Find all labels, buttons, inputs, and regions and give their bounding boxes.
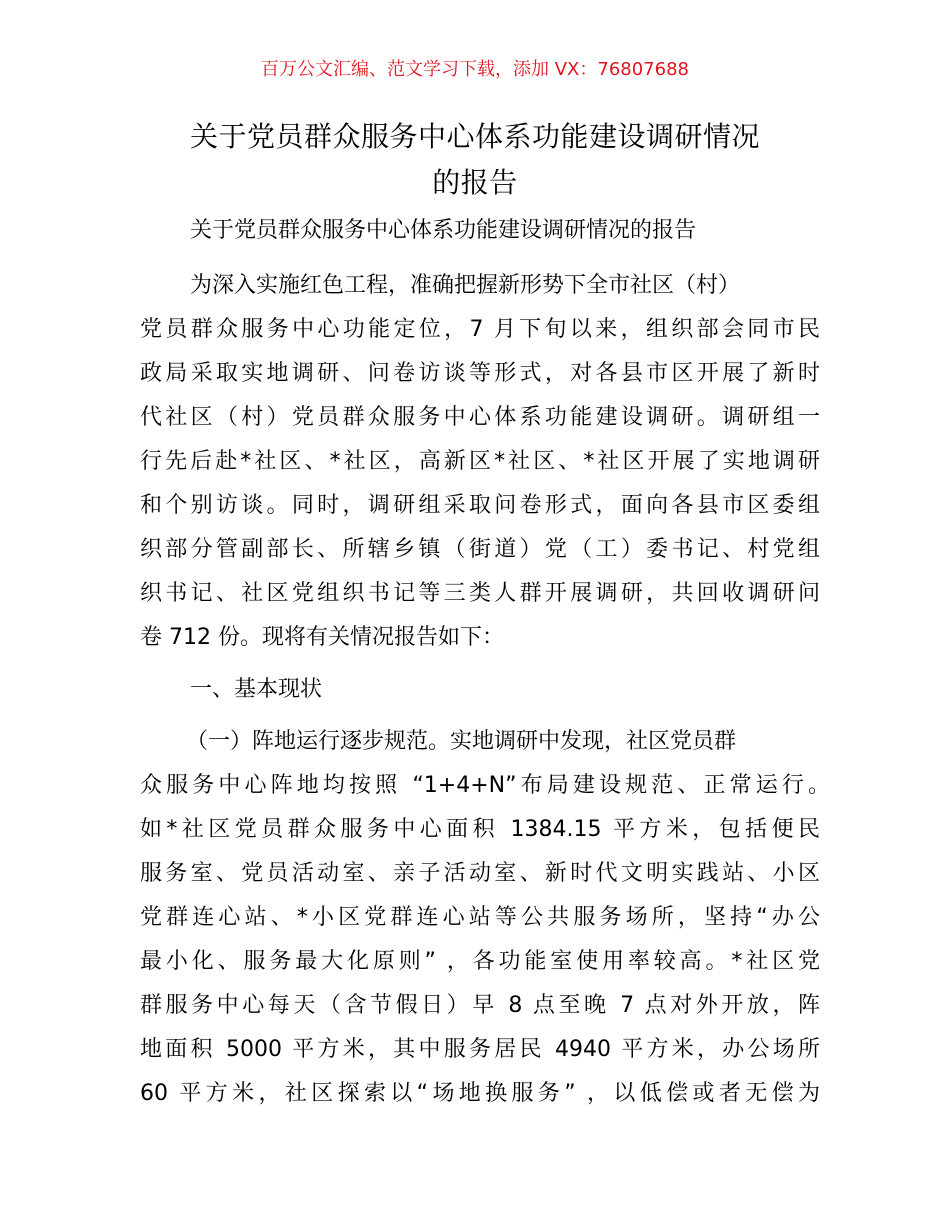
body-line: 众服务中心阵地均按照 “1+4+N”布局建设规范、正常运行。 [140, 773, 830, 798]
body-line: 行先后赴*社区、*社区，高新区*社区、*社区开展了实地调研 [140, 449, 820, 474]
title-line: 关于党员群众服务中心体系功能建设调研情况 [189, 120, 760, 153]
body-line: 织书记、社区党组织书记等三类人群开展调研，共回收调研问 [140, 581, 820, 606]
body-line: 党员群众服务中心功能定位，7 月下旬以来，组织部会同市民 [140, 317, 820, 342]
body-line: 最小化、服务最大化原则” ，各功能室使用率较高。*社区党 [140, 949, 820, 974]
body-line: 织部分管副部长、所辖乡镇（街道）党（工）委书记、村党组 [140, 537, 820, 562]
body-line: 和个别访谈。同时，调研组采取问卷形式，面向各县市区委组 [140, 493, 820, 518]
body-line: 如*社区党员群众服务中心面积 1384.15 平方米，包括便民 [140, 817, 820, 842]
body-line: 地面积 5000 平方米，其中服务居民 4940 平方米，办公场所 [140, 1037, 820, 1062]
body-line: 代社区（村）党员群众服务中心体系功能建设调研。调研组一 [140, 405, 820, 430]
body-line: 60 平方米，社区探索以“场地换服务” ，以低偿或者无偿为 [140, 1081, 820, 1106]
section-heading: 一、基本现状 [190, 677, 323, 702]
body-line: （一）阵地运行逐步规范。实地调研中发现，社区党员群 [186, 729, 737, 754]
body-line: 服务室、党员活动室、亲子活动室、新时代文明实践站、小区 [140, 861, 820, 886]
body-line: 卷 712 份。现将有关情况报告如下： [140, 625, 504, 650]
body-line: 群服务中心每天（含节假日）早 8 点至晚 7 点对外开放，阵 [140, 993, 820, 1018]
body-line: 政局采取实地调研、问卷访谈等形式，对各县市区开展了新时 [140, 361, 820, 386]
title-line: 的报告 [432, 166, 518, 199]
body-line: 为深入实施红色工程，准确把握新形势下全市社区（村） [190, 273, 741, 298]
body-line: 党群连心站、*小区党群连心站等公共服务场所，坚持“办公 [140, 905, 820, 930]
watermark-header: 百万公文汇编、范文学习下载，添加 VX：76807688 [261, 59, 689, 80]
document-subtitle: 关于党员群众服务中心体系功能建设调研情况的报告 [190, 218, 697, 243]
document-title [120, 114, 830, 206]
